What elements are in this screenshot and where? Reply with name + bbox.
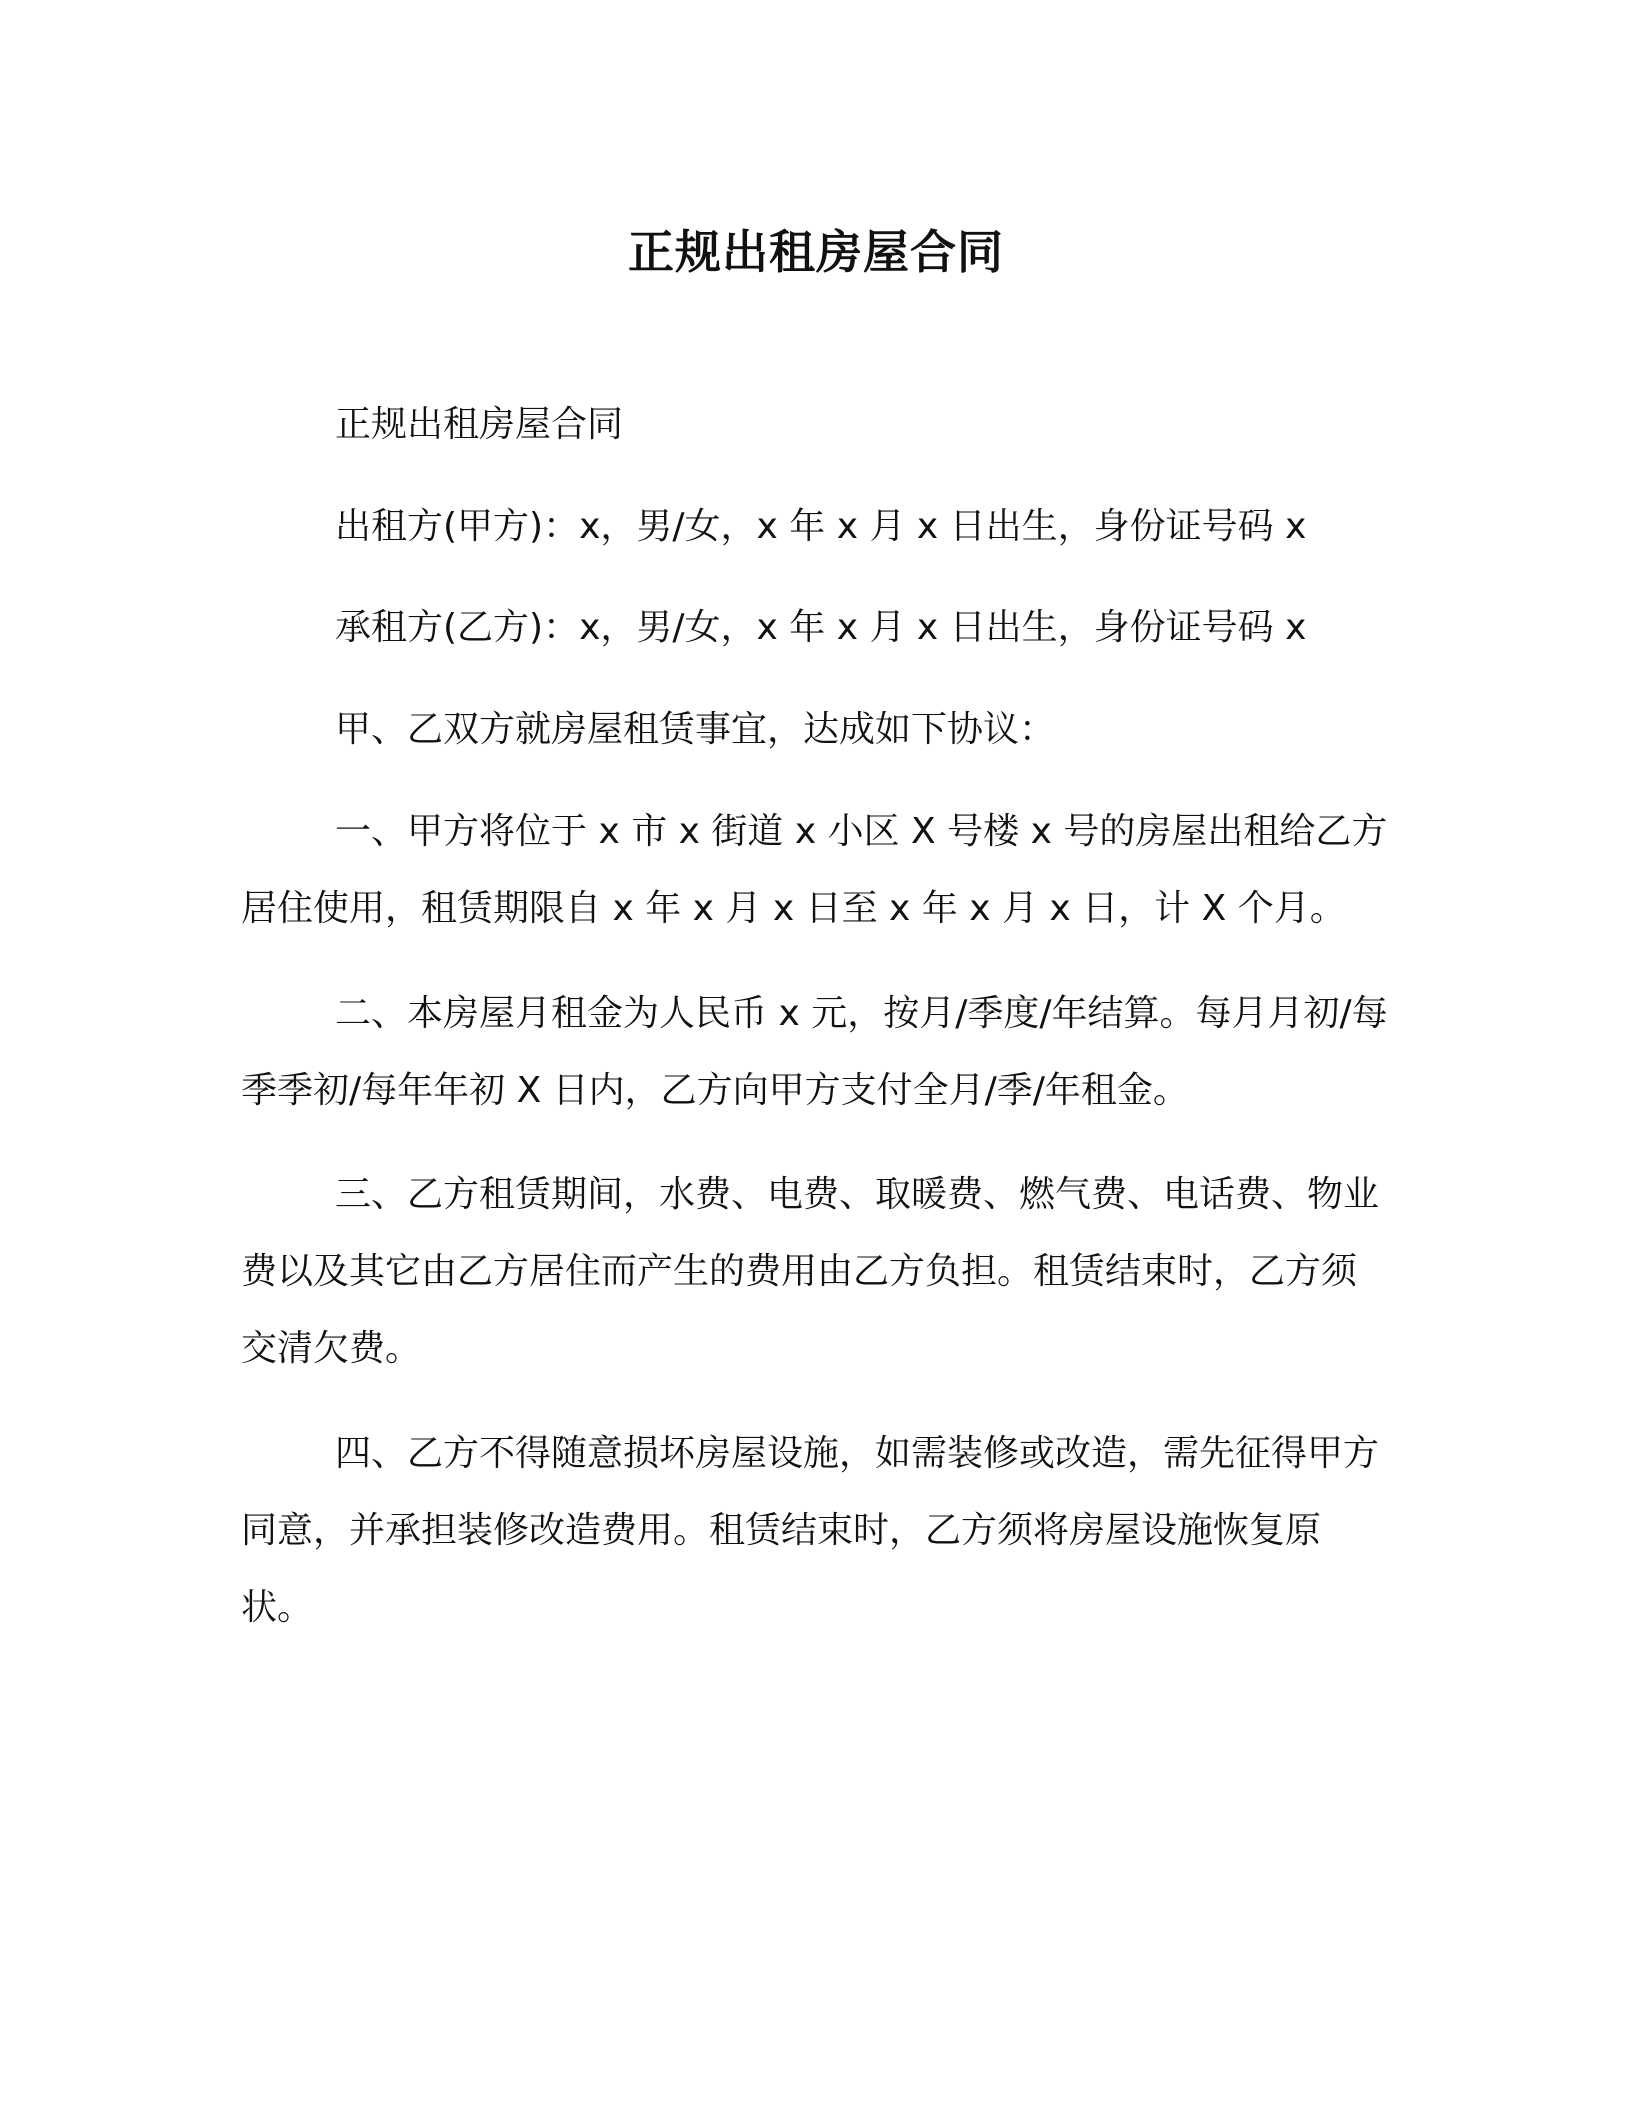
document-title: 正规出租房屋合同 — [628, 225, 1004, 279]
paragraph-clause-3: 三、乙方租赁期间，水费、电费、取暖费、燃气费、电话费、物业费以及其它由乙方居住而产生的费用由乙方负担。租赁结束时，乙方须交清欠费。 — [241, 1174, 1380, 1369]
paragraph-clause-2: 二、本房屋月租金为人民币 x 元，按月/季度/年结算。每月月初/每季季初/每年年初 X 日内，乙方向甲方支付全月/季/年租金。 — [241, 993, 1388, 1111]
paragraph-lessee: 承租方(乙方)：x，男/女，x 年 x 月 x 日出生，身份证号码 x — [335, 607, 1307, 648]
paragraph-lessor: 出租方(甲方)：x，男/女，x 年 x 月 x 日出生，身份证号码 x — [335, 506, 1307, 547]
paragraph-clause-1: 一、甲方将位于 x 市 x 街道 x 小区 X 号楼 x 号的房屋出租给乙方居住使用，租赁期限自 x 年 x 月 x 日至 x 年 x 月 x 日，计 X 个月。 — [241, 811, 1388, 929]
paragraph-intro: 甲、乙双方就房屋租赁事宜，达成如下协议： — [335, 709, 1056, 750]
paragraph-clause-4: 四、乙方不得随意损坏房屋设施，如需装修或改造，需先征得甲方同意，并承担装修改造费用。租赁结束时，乙方须将房屋设施恢复原状。 — [241, 1433, 1380, 1628]
paragraph-subtitle: 正规出租房屋合同 — [335, 404, 624, 445]
